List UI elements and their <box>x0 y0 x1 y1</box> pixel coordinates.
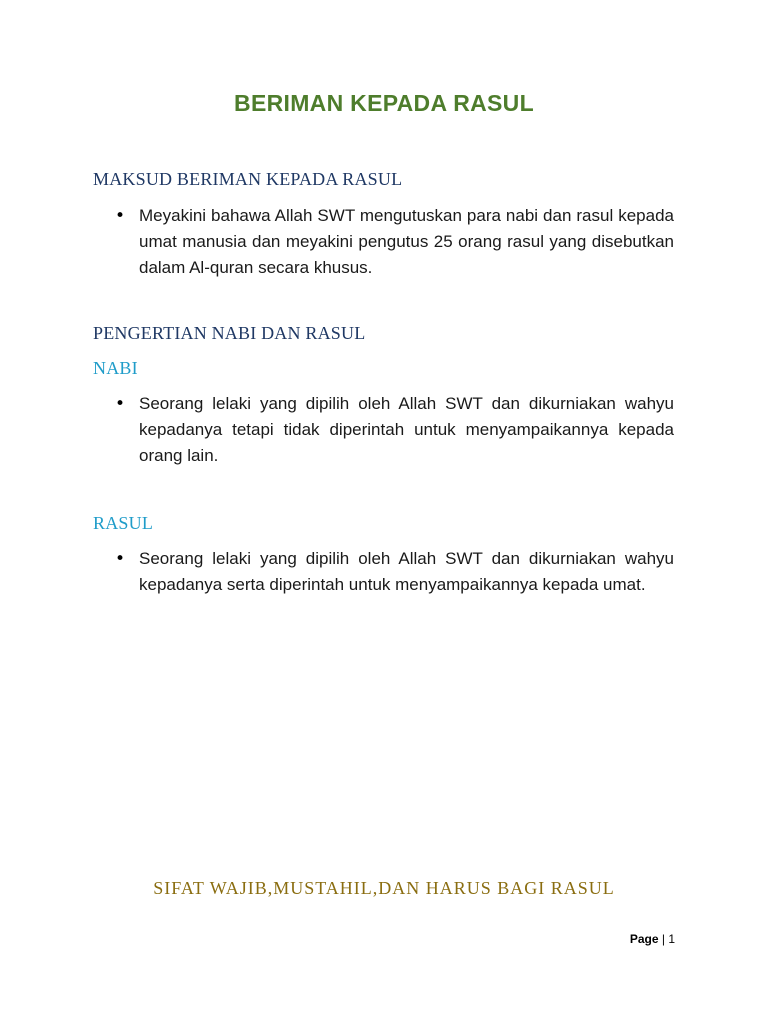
bullet-text-rasul: Seorang lelaki yang dipilih oleh Allah SWT dan dikurniakan wahyu kepadanya serta diperintah untuk menyampaikannya kepada umat. <box>139 549 674 594</box>
footer-heading: SIFAT WAJIB,MUSTAHIL,DAN HARUS BAGI RASUL <box>153 878 615 898</box>
heading-maksud: MAKSUD BERIMAN KEPADA RASUL <box>93 169 403 189</box>
heading-pengertian: PENGERTIAN NABI DAN RASUL <box>93 323 366 343</box>
heading-nabi: NABI <box>93 358 138 378</box>
bullet-icon: • <box>115 394 126 414</box>
page-label: Page <box>629 932 659 946</box>
bullet-text-maksud: Meyakini bahawa Allah SWT mengutuskan para nabi dan rasul kepada umat manusia dan meyakini pengutus 25 orang rasul yang disebutkan dalam Al-quran secara khusus. <box>139 206 674 277</box>
bullet-icon: • <box>115 206 126 226</box>
bullet-text-nabi: Seorang lelaki yang dipilih oleh Allah SWT dan dikurniakan wahyu kepadanya tetapi tidak diperintah untuk menyampaikannya kepada orang lain. <box>139 394 674 465</box>
bullet-item-nabi <box>115 391 674 469</box>
page-number: 1 <box>668 932 675 946</box>
document-title: BERIMAN KEPADA RASUL <box>234 90 534 116</box>
bullet-icon: • <box>115 549 126 569</box>
page-separator: | <box>661 932 665 946</box>
bullet-item-rasul <box>115 546 674 598</box>
page-number-footer <box>630 932 675 946</box>
bullet-item-maksud <box>115 203 674 281</box>
heading-rasul: RASUL <box>93 513 154 533</box>
